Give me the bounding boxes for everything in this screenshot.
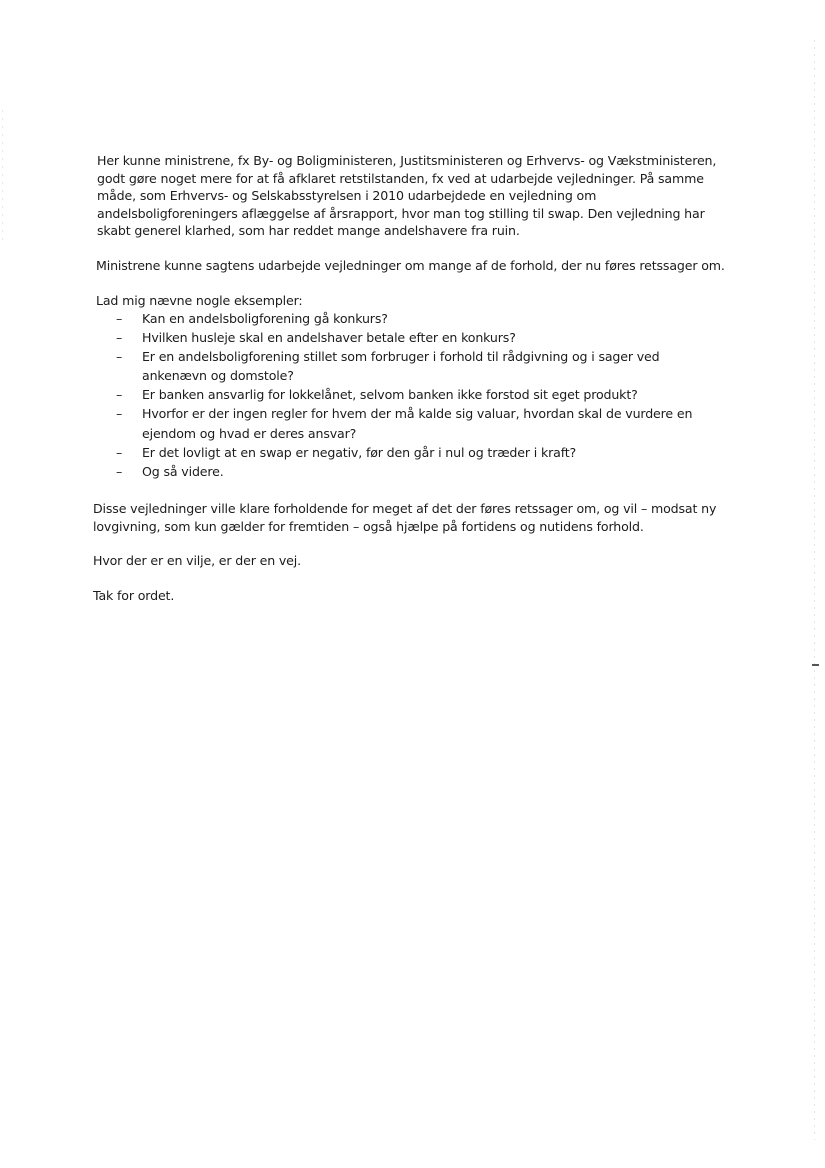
paragraph-will-way: Hvor der er en vilje, er der en vej. bbox=[93, 553, 301, 568]
list-item-text: Hvilken husleje skal en andelshaver betale efter en konkurs? bbox=[142, 330, 516, 346]
list-item-text: Er banken ansvarlig for lokkelånet, selvom banken ikke forstod sit eget produkt? bbox=[142, 387, 638, 403]
list-bullet: – bbox=[116, 349, 123, 365]
scan-edge-mark bbox=[812, 664, 819, 666]
paragraph-conclusion: Disse vejledninger ville klare forholdende for meget af det der føres retssager om, og vil – modsat ny lovgivning, som kun gælder for fremtiden – også hjælpe på fortidens og nutidens forhold. bbox=[93, 501, 717, 534]
list-bullet: – bbox=[116, 406, 123, 422]
list-item bbox=[96, 347, 736, 385]
paragraph-guidelines: Ministrene kunne sagtens udarbejde vejledninger om mange af de forhold, der nu føres retssager om. bbox=[96, 258, 725, 273]
list-item-text: Og så videre. bbox=[142, 463, 224, 479]
list-item bbox=[96, 328, 736, 347]
list-bullet: – bbox=[116, 444, 123, 460]
scan-edge-artifact-left bbox=[2, 110, 3, 240]
list-item bbox=[96, 443, 736, 462]
list-item bbox=[96, 309, 736, 328]
scan-edge-artifact bbox=[814, 40, 815, 1140]
list-item bbox=[96, 462, 736, 481]
list-intro: Lad mig nævne nogle eksempler: bbox=[96, 293, 303, 308]
list-item bbox=[96, 385, 736, 404]
paragraph-ministers: Her kunne ministrene, fx By- og Boligministeren, Justitsministeren og Erhvervs- og Vækstministeren, godt gøre noget mere for at få afklaret retstilstanden, fx ved at udarbejde vejledninger. På samme måde, som Erhvervs- og Selskabsstyrelsen i 2010 udarbejdede en vejledning om andelsboligforeningers aflæggelse af årsrapport, hvor man tog stilling til swap. Den vejledning har skabt generel klarhed, som har reddet mange andelshavere fra ruin. bbox=[97, 153, 717, 239]
examples-list bbox=[96, 309, 736, 481]
list-item-text: Kan en andelsboligforening gå konkurs? bbox=[142, 311, 388, 326]
list-bullet: – bbox=[116, 463, 123, 479]
list-item-text: Er det lovligt at en swap er negativ, før den går i nul og træder i kraft? bbox=[142, 444, 577, 460]
list-item-text: Er en andelsboligforening stillet som forbruger i forhold til rådgivning og i sager ved ankenævn og domstole? bbox=[142, 349, 660, 384]
list-bullet: – bbox=[116, 311, 123, 326]
list-item bbox=[96, 404, 736, 442]
list-bullet: – bbox=[116, 387, 123, 403]
list-item-text: Hvorfor er der ingen regler for hvem der må kalde sig valuar, hvordan skal de vurdere en ejendom og hvad er deres ansvar? bbox=[142, 406, 693, 441]
list-bullet: – bbox=[116, 330, 123, 346]
closing-line: Tak for ordet. bbox=[93, 588, 175, 603]
